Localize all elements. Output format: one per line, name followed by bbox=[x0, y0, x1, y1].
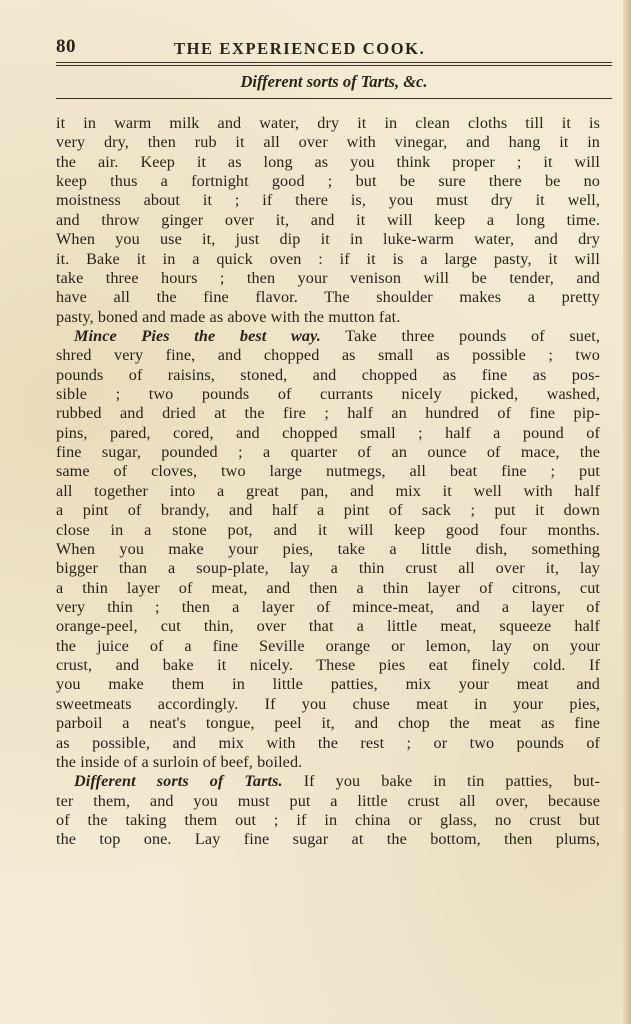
text-line: have all the fine flavor. The shoulder makes a pretty bbox=[56, 288, 600, 307]
tarts-heading: Different sorts of Tarts. bbox=[74, 772, 283, 791]
text-line: When you make your pies, take a little dish, something bbox=[56, 539, 600, 558]
text-line: When you use it, just dip it in luke-warm water, and dry bbox=[56, 230, 600, 249]
page-header bbox=[56, 36, 616, 62]
mince-pies-first-line bbox=[56, 327, 600, 346]
text-line: and throw ginger over it, and it will keep a long time. bbox=[56, 210, 600, 229]
text-line: sweetmeats accordingly. If you chuse meat in your pies, bbox=[56, 694, 600, 713]
text-line: you make them in little patties, mix your meat and bbox=[56, 675, 600, 694]
text-line: pins, pared, cored, and chopped small ; half a pound of bbox=[56, 423, 600, 442]
text-line: of the taking them out ; if in china or glass, no crust but bbox=[56, 810, 600, 829]
header-rule-top bbox=[56, 62, 612, 63]
text-line: moistness about it ; if there is, you must dry it well, bbox=[56, 191, 600, 210]
section-subtitle: Different sorts of Tarts, &c. bbox=[240, 72, 428, 91]
header-rule-second bbox=[56, 65, 612, 66]
text-line: parboil a neat's tongue, peel it, and chop the meat as fine bbox=[56, 714, 600, 733]
text-line: as possible, and mix with the rest ; or two pounds of bbox=[56, 733, 600, 752]
text-line: fine sugar, pounded ; a quarter of an ounce of mace, the bbox=[56, 443, 600, 462]
text-line: the juice of a fine Seville orange or lemon, lay on your bbox=[56, 636, 600, 655]
text-line: take three hours ; then your venison will be tender, and bbox=[56, 268, 600, 287]
tarts-first-text: If you bake in tin patties, but- bbox=[303, 772, 600, 791]
text-line: a pint of brandy, and half a pint of sack ; put it down bbox=[56, 501, 600, 520]
text-line: it. Bake it in a quick oven : if it is a large pasty, it will bbox=[56, 249, 600, 268]
text-line: same of cloves, two large nutmegs, all beat fine ; put bbox=[56, 462, 600, 481]
text-line: it in warm milk and water, dry it in clean cloths till it is bbox=[56, 114, 600, 132]
body-text bbox=[56, 114, 600, 850]
text-line: very dry, then rub it all over with vinegar, and hang it in bbox=[56, 133, 600, 152]
text-line: pounds of raisins, stoned, and chopped as fine as pos- bbox=[56, 365, 600, 384]
text-line: orange-peel, cut thin, over that a little meat, squeeze half bbox=[56, 617, 600, 636]
text-line: ter them, and you must put a little crust all over, because bbox=[56, 791, 600, 810]
text-line: pasty, boned and made as above with the mutton fat. bbox=[56, 307, 401, 326]
page-edge bbox=[623, 0, 631, 1024]
mince-pies-heading: Mince Pies the best way. bbox=[74, 326, 321, 345]
text-line: sible ; two pounds of currants nicely picked, washed, bbox=[56, 385, 600, 404]
text-line: all together into a great pan, and mix it well with half bbox=[56, 481, 600, 500]
tarts-first-line bbox=[56, 772, 600, 791]
text-line: the inside of a surloin of beef, boiled. bbox=[56, 752, 303, 771]
text-line: shred very fine, and chopped as small as possible ; two bbox=[56, 346, 600, 365]
page-number: 80 bbox=[56, 36, 76, 57]
text-line: the air. Keep it as long as you think proper ; it will bbox=[56, 152, 600, 171]
text-line: close in a stone pot, and it will keep good four months. bbox=[56, 520, 600, 539]
text-line: the top one. Lay fine sugar at the bottom, then plums, bbox=[56, 830, 600, 849]
running-head: THE EXPERIENCED COOK. bbox=[174, 39, 426, 58]
text-line: bigger than a soup-plate, lay a thin crust all over it, lay bbox=[56, 559, 600, 578]
mince-pies-first-text: Take three pounds of suet, bbox=[345, 326, 600, 345]
text-line: rubbed and dried at the fire ; half an hundred of fine pip- bbox=[56, 404, 600, 423]
text-line: crust, and bake it nicely. These pies eat finely cold. If bbox=[56, 656, 600, 675]
subtitle-rule bbox=[56, 98, 612, 99]
text-line: keep thus a fortnight good ; but be sure there be no bbox=[56, 172, 600, 191]
text-line: a thin layer of meat, and then a thin layer of citrons, cut bbox=[56, 578, 600, 597]
text-line: very thin ; then a layer of mince-meat, and a layer of bbox=[56, 597, 600, 616]
